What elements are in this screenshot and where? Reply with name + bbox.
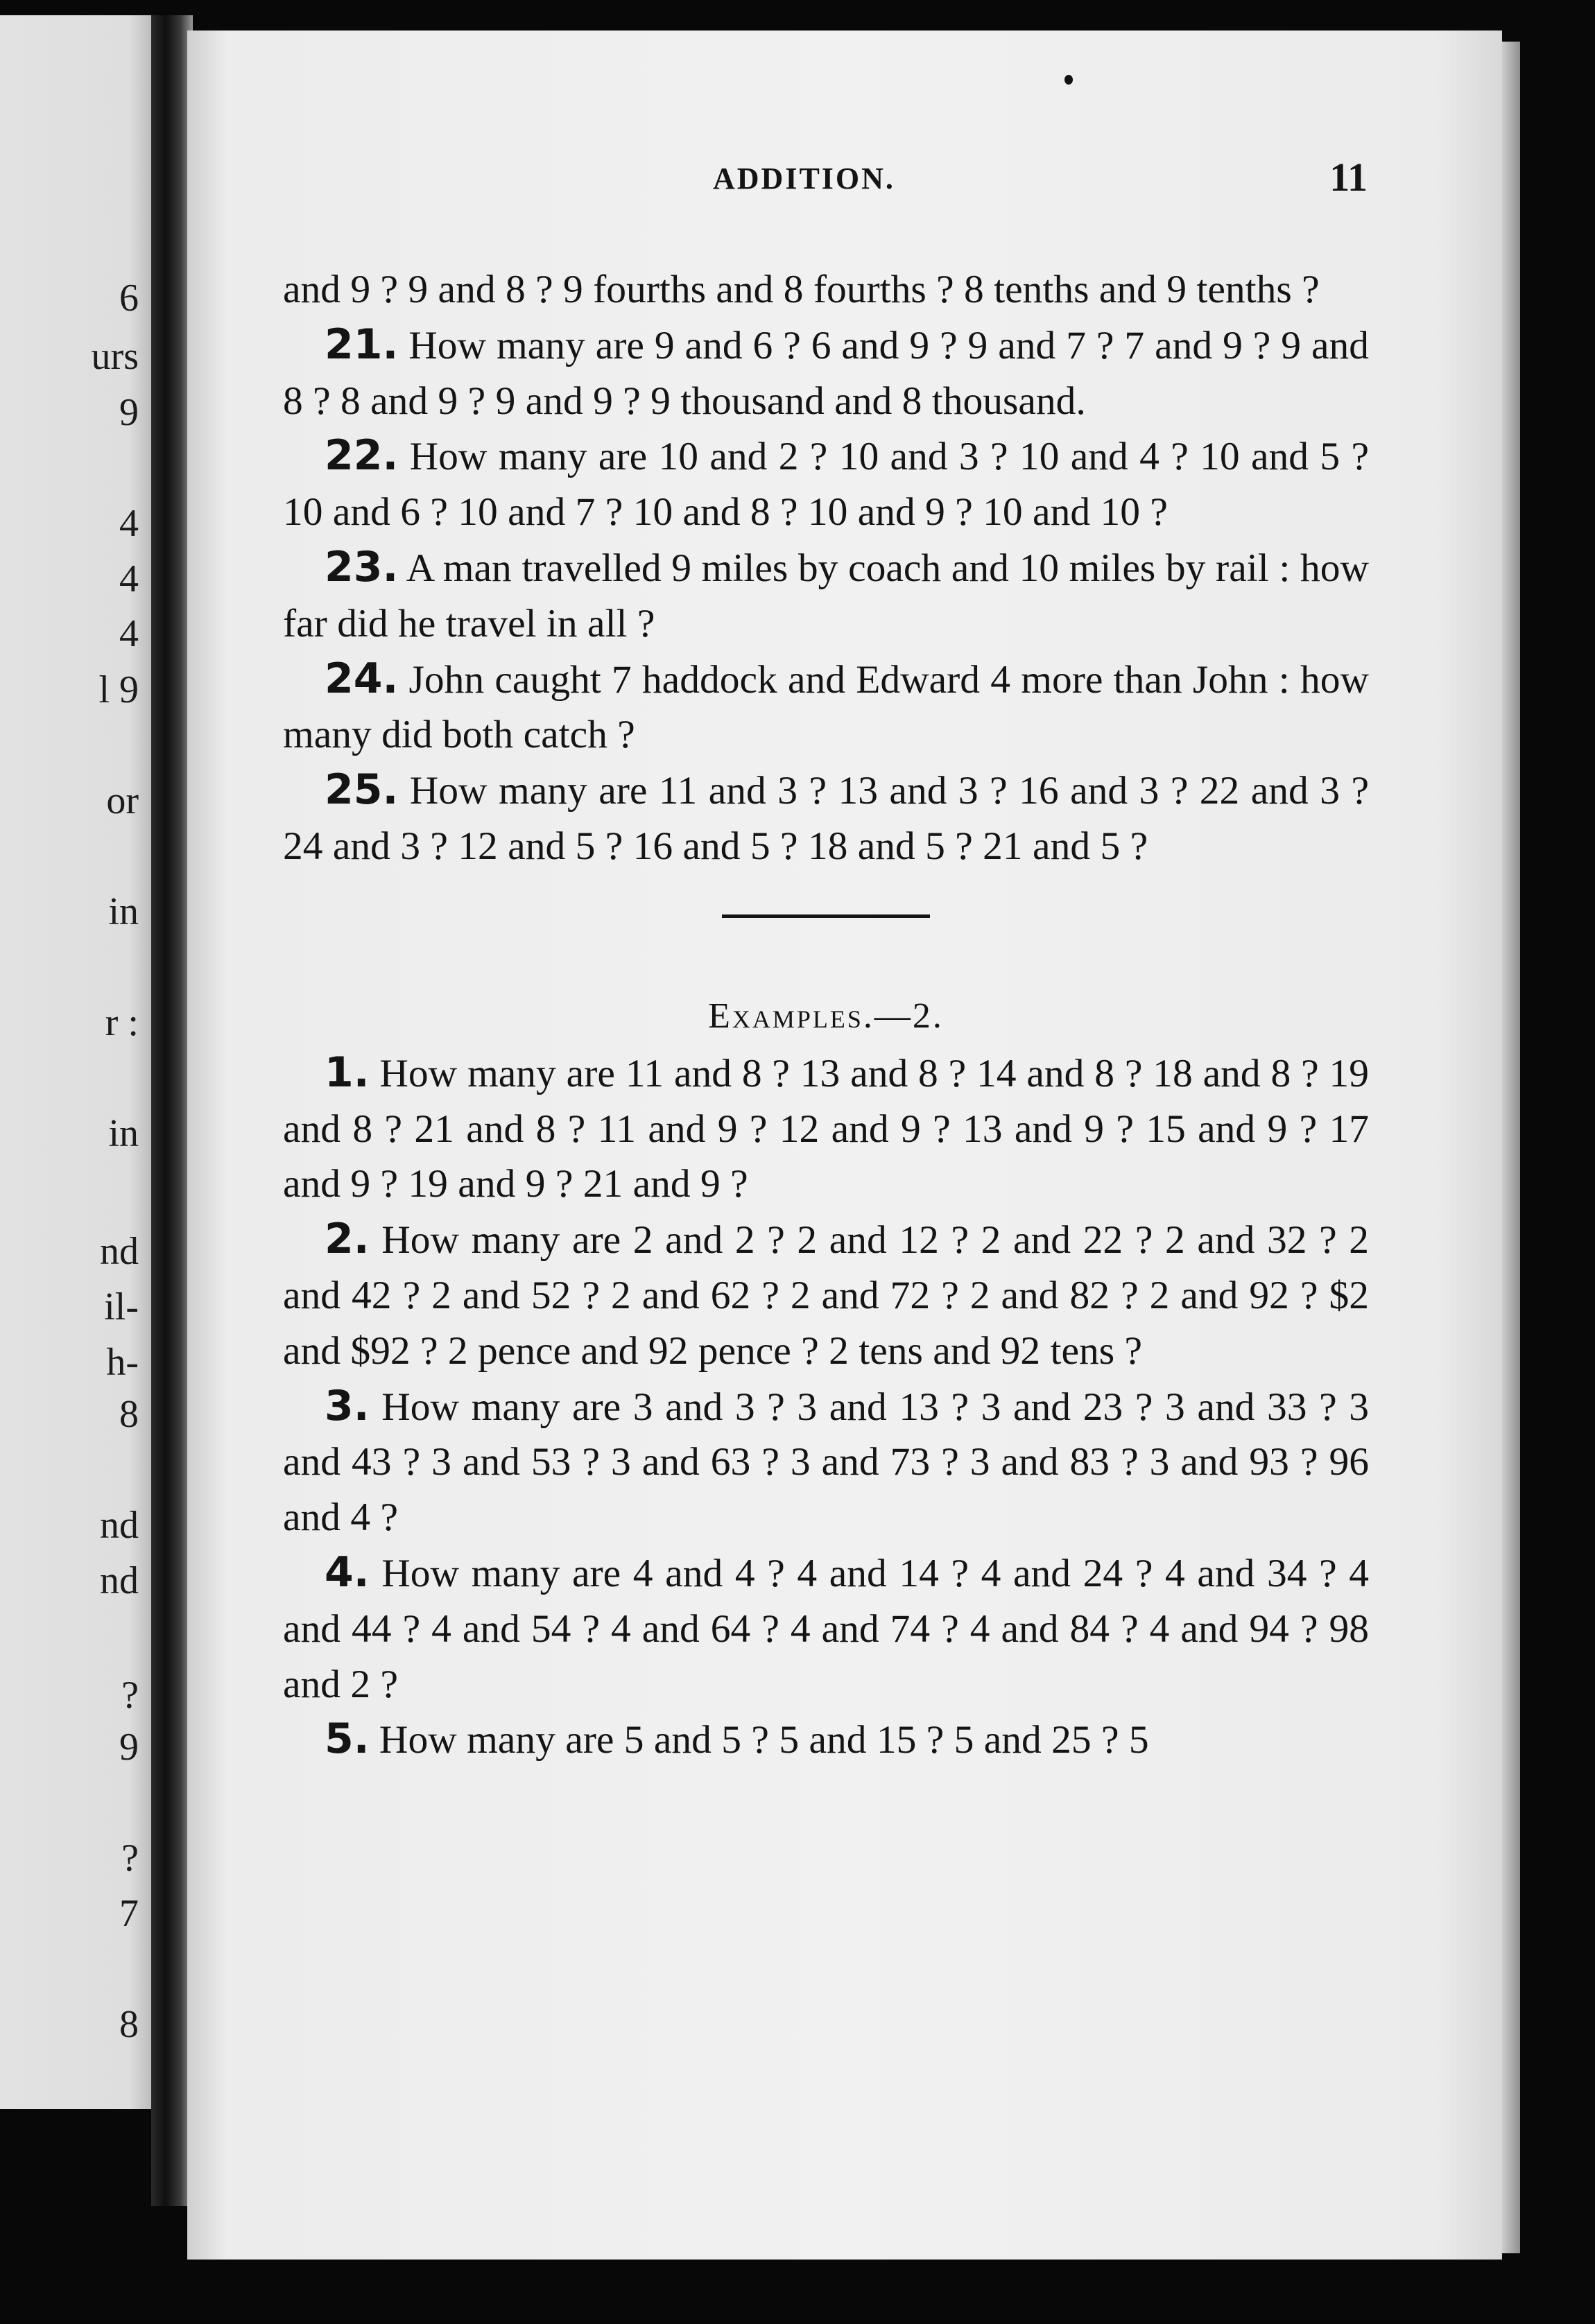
- question-text: How many are 11 and 3 ? 13 and 3 ? 16 and 3 ? 22 and 3 ? 24 and 3 ? 12 and 5 ? 16 and 5 ? 18 and 5 ? 21 and 5 ?: [283, 769, 1370, 868]
- example-number: 5: [325, 1715, 354, 1764]
- number-period: .: [382, 431, 399, 480]
- example-5: [283, 1712, 1369, 1768]
- number-period: .: [382, 542, 399, 591]
- question-number: 21: [325, 320, 383, 369]
- page-body: [283, 262, 1369, 1768]
- example-3: [283, 1379, 1369, 1545]
- margin-fragment: 7: [119, 1892, 139, 1935]
- margin-fragment: 6: [119, 277, 139, 320]
- number-period: .: [353, 1547, 370, 1597]
- question-text: How many are 9 and 6 ? 6 and 9 ? 9 and 7 ? 7 and 9 ? 9 and 8 ? 8 and 9 ? 9 and 9 ? 9 thousand and 8 thousand.: [283, 323, 1369, 423]
- margin-fragment: in: [108, 1112, 139, 1155]
- question-24: [283, 652, 1369, 763]
- number-period: .: [353, 1048, 370, 1097]
- question-text: John caught 7 haddock and Edward 4 more than John : how many did both catch ?: [283, 657, 1370, 757]
- margin-fragment: l 9: [98, 668, 139, 711]
- margin-fragment: ?: [121, 1837, 139, 1880]
- number-period: .: [353, 1715, 370, 1764]
- margin-fragment: 4: [119, 557, 139, 600]
- question-23: [283, 540, 1369, 652]
- margin-fragment: urs: [91, 335, 139, 378]
- question-text: A man travelled 9 miles by coach and 10 miles by rail : how far did he travel in all ?: [283, 546, 1370, 645]
- margin-fragment: nd: [100, 1559, 139, 1602]
- margin-fragment: in: [108, 890, 139, 933]
- number-period: .: [382, 320, 399, 369]
- question-number: 24: [325, 654, 383, 703]
- margin-fragment: il-: [104, 1285, 139, 1328]
- book-gutter: [151, 15, 193, 2206]
- number-period: .: [353, 1381, 370, 1430]
- question-number: 23: [325, 542, 383, 591]
- margin-fragment: r :: [105, 1001, 139, 1044]
- example-1: [283, 1046, 1369, 1212]
- example-text: How many are 3 and 3 ? 3 and 13 ? 3 and 23 ? 3 and 33 ? 3 and 43 ? 3 and 53 ? 3 and 63 ? 3 and 73 ? 3 and 83 ? 3 and 93 ? 96 and 4 ?: [283, 1385, 1370, 1540]
- margin-fragment: nd: [100, 1230, 139, 1273]
- example-number: 3: [325, 1381, 354, 1430]
- margin-fragment: ?: [121, 1674, 139, 1717]
- margin-fragment: 4: [119, 612, 139, 655]
- examples-heading: [283, 987, 1369, 1046]
- example-number: 4: [325, 1547, 354, 1597]
- number-period: .: [382, 765, 399, 815]
- previous-page-strip: [0, 15, 151, 2109]
- margin-fragment: 4: [119, 502, 139, 545]
- question-number: 22: [325, 431, 383, 480]
- section-divider: [722, 914, 930, 918]
- page-edge: [1502, 42, 1520, 2253]
- margin-fragment: nd: [100, 1504, 139, 1547]
- question-25: [283, 763, 1369, 874]
- question-number: 25: [325, 765, 383, 815]
- margin-fragment: 9: [119, 391, 139, 434]
- number-period: .: [353, 1215, 370, 1264]
- page-header: [97, 154, 1368, 209]
- example-text: How many are 5 and 5 ? 5 and 15 ? 5 and 25 ? 5: [379, 1718, 1149, 1762]
- question-21: [283, 318, 1369, 429]
- examples-heading-text: Examples.—2.: [708, 996, 944, 1036]
- margin-fragment: h-: [106, 1341, 139, 1384]
- ink-speck: [1064, 75, 1073, 85]
- number-period: .: [382, 654, 399, 703]
- example-number: 2: [325, 1215, 354, 1264]
- margin-fragment: 8: [119, 1393, 139, 1436]
- margin-fragment: 9: [119, 1726, 139, 1769]
- page-number: 11: [1329, 155, 1368, 200]
- margin-fragment: 8: [119, 2003, 139, 2046]
- question-text: How many are 10 and 2 ? 10 and 3 ? 10 and 4 ? 10 and 5 ? 10 and 6 ? 10 and 7 ? 10 and 8 ? 10 and 9 ? 10 and 10 ?: [283, 435, 1370, 535]
- continued-paragraph: and 9 ? 9 and 8 ? 9 fourths and 8 fourths ? 8 tenths and 9 tenths ?: [283, 268, 1320, 311]
- running-head: ADDITION.: [713, 162, 895, 196]
- example-text: How many are 4 and 4 ? 4 and 14 ? 4 and 24 ? 4 and 34 ? 4 and 44 ? 4 and 54 ? 4 and 64 ? 4 and 74 ? 4 and 84 ? 4 and 94 ? 98 and 2 ?: [283, 1551, 1370, 1706]
- margin-fragment: or: [106, 779, 139, 822]
- example-text: How many are 11 and 8 ? 13 and 8 ? 14 and 8 ? 18 and 8 ? 19 and 8 ? 21 and 8 ? 11 and 9 ? 12 and 9 ? 13 and 9 ? 15 and 9 ? 17 and 9 ? 19 and 9 ? 21 and 9 ?: [283, 1051, 1369, 1206]
- example-number: 1: [325, 1048, 354, 1097]
- question-22: [283, 428, 1369, 540]
- example-text: How many are 2 and 2 ? 2 and 12 ? 2 and 22 ? 2 and 32 ? 2 and 42 ? 2 and 52 ? 2 and 62 ? 2 and 72 ? 2 and 82 ? 2 and 92 ? $2 and $92 ? 2 pence and 92 pence ? 2 tens and 92 tens ?: [283, 1218, 1370, 1373]
- example-2: [283, 1212, 1369, 1378]
- example-4: [283, 1545, 1369, 1712]
